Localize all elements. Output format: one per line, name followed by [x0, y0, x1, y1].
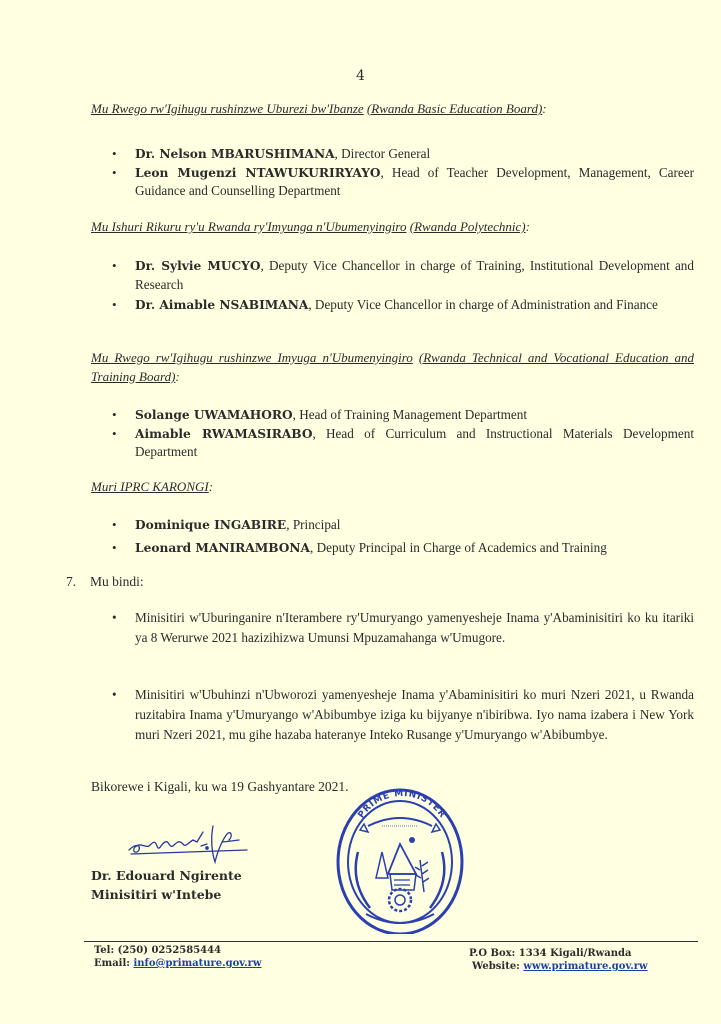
- heading-english: (Rwanda Technical and Vocational Education and Training Board): [91, 350, 694, 384]
- list-item: [108, 406, 694, 425]
- list-item: [108, 296, 694, 315]
- signature-image: [127, 820, 257, 870]
- email-label: Email:: [94, 958, 130, 969]
- seal-text: PRIME MINISTER: [356, 788, 448, 821]
- section-heading-rbeb: Mu Rwego rw'Igihugu rushinzwe Uburezi bw'Ibanze (Rwanda Basic Education Board):: [91, 101, 547, 116]
- person-role: , Deputy Vice Chancellor in charge of Training, Institutional Development and Research: [135, 258, 694, 292]
- list-item: • Minisitiri w'Uburinganire n'Iterambere ry'Umuryango yamenyesheje Inama y'Abaminisitiri ko ku itariki ya 8 Werurwe 2021 hazizihizwa Umunsi Mpuzamahanga w'Umugore.: [108, 608, 694, 648]
- website-label: Website:: [472, 961, 520, 972]
- person-name: Dr. Nelson MBARUSHIMANA: [135, 147, 335, 161]
- footer-contact: [94, 944, 261, 970]
- list-item: [108, 257, 694, 293]
- section-heading-rtb: Mu Rwego rw'Igihugu rushinzwe Imyuga n'Ubumenyingiro (Rwanda Technical and Vocational Education and Training Board):: [91, 350, 694, 384]
- tel-value: (250) 0252585444: [117, 945, 222, 956]
- list-item: [108, 425, 694, 461]
- person-role: , Director General: [334, 146, 431, 161]
- heading-kinyarwanda: Mu Rwego rw'Igihugu rushinzwe Imyuga n'Ubumenyingiro: [91, 350, 413, 365]
- heading-kinyarwanda: Mu Rwego rw'Igihugu rushinzwe Uburezi bw'Ibanze: [91, 101, 364, 116]
- list-item: [108, 539, 694, 558]
- person-name: Dominique INGABIRE: [135, 518, 287, 532]
- person-role: , Head of Teacher Development, Management, Career Guidance and Counselling Department: [135, 164, 694, 198]
- misc-list: [108, 685, 694, 745]
- po-box: P.O Box: 1334 Kigali/Rwanda: [469, 948, 632, 959]
- signer-block: [91, 866, 242, 904]
- item-7-heading: [66, 574, 144, 590]
- heading-english: (Rwanda Basic Education Board): [366, 101, 543, 116]
- list-item: • Minisitiri w'Ubuhinzi n'Ubworozi yamenyesheje Inama y'Abaminisitiri ko muri Nzeri 2021, u Rwanda ruzitabira Inama y'Umuryango w'Abibumbye iziga ku bijyanye n'ibiribwa. Iyo nama izabera i New York muri Nzeri 2021, mu gihe hazaba hateranye Inteko Rusange y'Umuryango w'Abibumbye.: [108, 685, 694, 745]
- heading-kinyarwanda: Muri IPRC KARONGI: [91, 479, 209, 494]
- person-role: , Principal: [286, 517, 341, 532]
- person-name: Leon Mugenzi NTAWUKURIRYAYO: [135, 165, 381, 180]
- signer-name: Dr. Edouard Ngirente: [91, 868, 242, 883]
- misc-list: [108, 608, 694, 648]
- people-list-rtb: [108, 406, 694, 461]
- item-number: 7.: [66, 574, 77, 589]
- section-heading-iprc: Muri IPRC KARONGI:: [91, 479, 214, 494]
- person-role: , Deputy Principal in Charge of Academics and Training: [310, 539, 607, 555]
- email-link[interactable]: info@primature.gov.rw: [133, 958, 262, 969]
- list-item: [108, 145, 694, 164]
- person-name: Dr. Sylvie MUCYO: [135, 259, 261, 273]
- page-number: 4: [356, 68, 365, 84]
- signer-title: Minisitiri w'Intebe: [91, 887, 222, 902]
- section-heading-rp: Mu Ishuri Rikuru ry'u Rwanda ry'Imyunga n'Ubumenyingiro (Rwanda Polytechnic):: [91, 219, 530, 234]
- people-list-rbeb: [108, 145, 694, 200]
- person-name: Leonard MANIRAMBONA: [135, 540, 310, 555]
- heading-english: (Rwanda Polytechnic): [409, 219, 526, 234]
- person-name: Aimable RWAMASIRABO: [135, 426, 313, 441]
- place-and-date: Bikorewe i Kigali, ku wa 19 Gashyantare 2021.: [91, 779, 349, 794]
- people-list-rp: [108, 257, 694, 315]
- footer-address: [469, 947, 648, 973]
- person-name: Dr. Aimable NSABIMANA: [135, 298, 309, 312]
- person-role: , Deputy Vice Chancellor in charge of Administration and Finance: [308, 297, 658, 312]
- prime-minister-seal: [336, 782, 464, 934]
- person-role: , Head of Curriculum and Instructional Materials Development Department: [135, 425, 694, 459]
- list-item: [108, 516, 694, 535]
- website-link[interactable]: www.primature.gov.rw: [523, 961, 648, 972]
- item-title: Mu bindi:: [90, 574, 144, 589]
- heading-kinyarwanda: Mu Ishuri Rikuru ry'u Rwanda ry'Imyunga n'Ubumenyingiro: [91, 219, 407, 234]
- person-name: Solange UWAMAHORO: [135, 408, 293, 422]
- person-role: , Head of Training Management Department: [292, 407, 528, 422]
- tel-label: Tel:: [94, 945, 115, 956]
- footer-divider: [84, 941, 698, 942]
- list-item: [108, 164, 694, 200]
- people-list-iprc: [108, 516, 694, 557]
